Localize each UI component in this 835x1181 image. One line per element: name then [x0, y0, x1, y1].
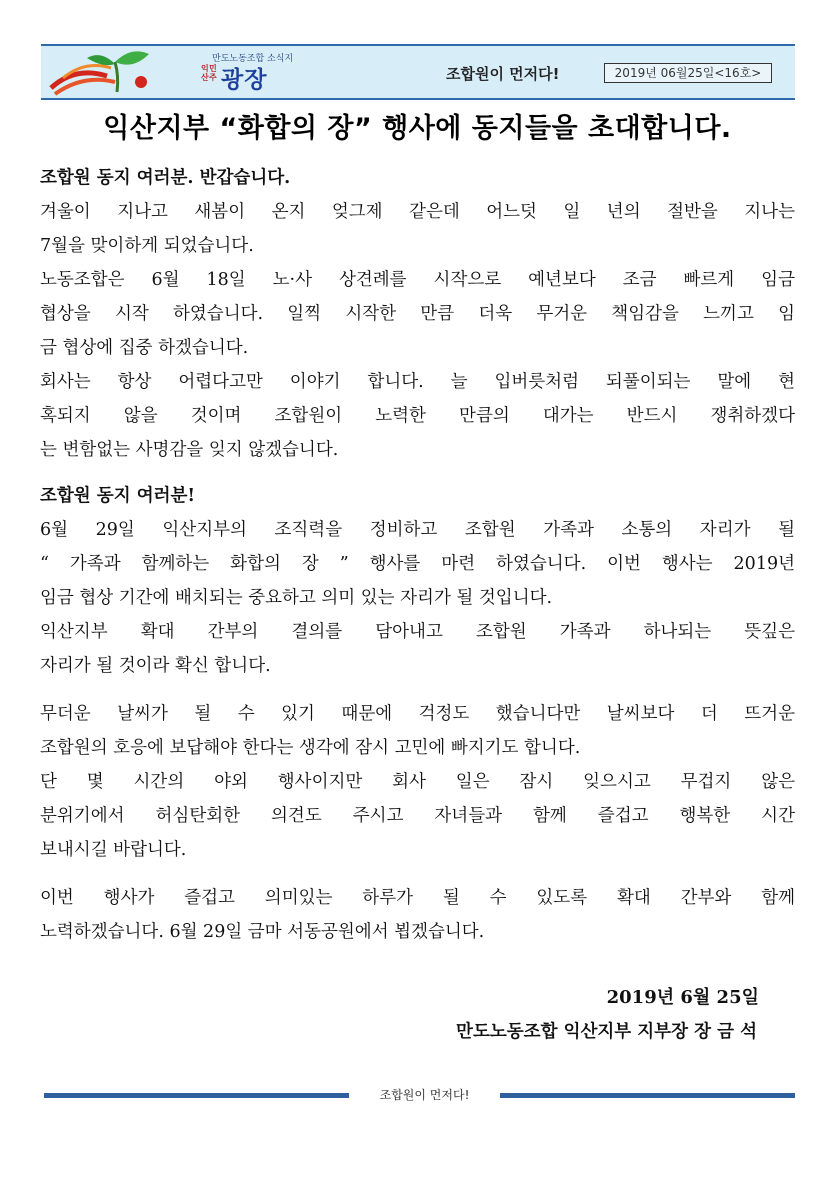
footer-rule-left — [44, 1093, 349, 1098]
paragraph-line: 노동조합은 6월 18일 노·사 상견례를 시작으로 예년보다 조금 빠르게 임금 — [40, 270, 795, 290]
paragraph-line: 보내시길 바랍니다. — [40, 840, 187, 860]
signature-name: 만도노동조합 익산지부 지부장 장 금 석 — [456, 1022, 757, 1042]
paragraph-line: 금 협상에 집중 하겠습니다. — [40, 338, 249, 358]
paragraph-line: 이번 행사가 즐겁고 의미있는 하루가 될 수 있도록 확대 간부와 함께 — [40, 888, 795, 908]
signature-date: 2019년 6월 25일 — [606, 987, 759, 1008]
paragraph-line: 무더운 날씨가 될 수 있기 때문에 걱정도 했습니다만 날씨보다 더 뜨거운 — [40, 704, 795, 724]
paragraph-line: “ 가족과 함께하는 화합의 장 ” 행사를 마련 하였습니다. 이번 행사는 2019년 — [40, 554, 795, 574]
paragraph-line: 혹되지 않을 것이며 조합원이 노력한 만큼의 대가는 반드시 쟁취하겠다 — [40, 406, 795, 426]
newsletter-subtitle: 만도노동조합 소식지 — [212, 54, 294, 64]
footer-rule-right — [500, 1093, 795, 1098]
header-slogan: 조합원이 먼저다! — [446, 65, 560, 83]
leaf-sprout-logo-icon — [45, 48, 185, 96]
paragraph-line: 자리가 될 것이라 확신 합니다. — [40, 656, 271, 676]
footer-slogan: 조합원이 먼저다! — [379, 1088, 470, 1102]
paragraph-line: 회사는 항상 어렵다고만 이야기 합니다. 늘 입버릇처럼 되풀이되는 말에 현 — [40, 372, 795, 392]
paragraph-line: 분위기에서 허심탄회한 의견도 주시고 자녀들과 함께 즐겁고 행복한 시간 — [40, 806, 795, 826]
paragraph-line: 노력하겠습니다. 6월 29일 금마 서동공원에서 뵙겠습니다. — [40, 922, 485, 942]
paragraph-line: 단 몇 시간의 야외 행사이지만 회사 일은 잠시 잊으시고 무겁지 않은 — [40, 772, 795, 792]
paragraph-line: 6월 29일 익산지부의 조직력을 정비하고 조합원 가족과 소통의 자리가 될 — [40, 520, 795, 540]
region-vertical-label: 익 산 — [201, 64, 209, 82]
paragraph-line: 임금 협상 기간에 배치되는 중요하고 의미 있는 자리가 될 것입니다. — [40, 588, 553, 608]
paragraph-line: 7월을 맞이하게 되었습니다. — [40, 236, 254, 256]
issue-date-badge: 2019년 06월25일<16호> — [604, 63, 772, 83]
paragraph-line: 는 변함없는 사명감을 잊지 않겠습니다. — [40, 440, 339, 460]
newsletter-banner — [41, 44, 795, 100]
region-vertical-label-2: 민 주 — [209, 64, 217, 82]
paragraph-line: 조합원의 호응에 보답해야 한다는 생각에 잠시 고민에 빠지기도 합니다. — [40, 738, 581, 758]
page-title: 익산지부 “화합의 장” 행사에 동지들을 초대합니다. — [103, 113, 732, 144]
paragraph-line: 협상을 시작 하였습니다. 일찍 시작한 만큼 더욱 무거운 책임감을 느끼고 임 — [40, 304, 795, 324]
paragraph-line: 익산지부 확대 간부의 결의를 담아내고 조합원 가족과 하나되는 뜻깊은 — [40, 622, 795, 642]
newsletter-brand: 광장 — [221, 67, 268, 93]
greeting-heading: 조합원 동지 여러분. 반갑습니다. — [40, 168, 291, 188]
call-heading: 조합원 동지 여러분! — [40, 486, 196, 506]
paragraph-line: 겨울이 지나고 새봄이 온지 엊그제 같은데 어느덧 일 년의 절반을 지나는 — [40, 202, 795, 222]
